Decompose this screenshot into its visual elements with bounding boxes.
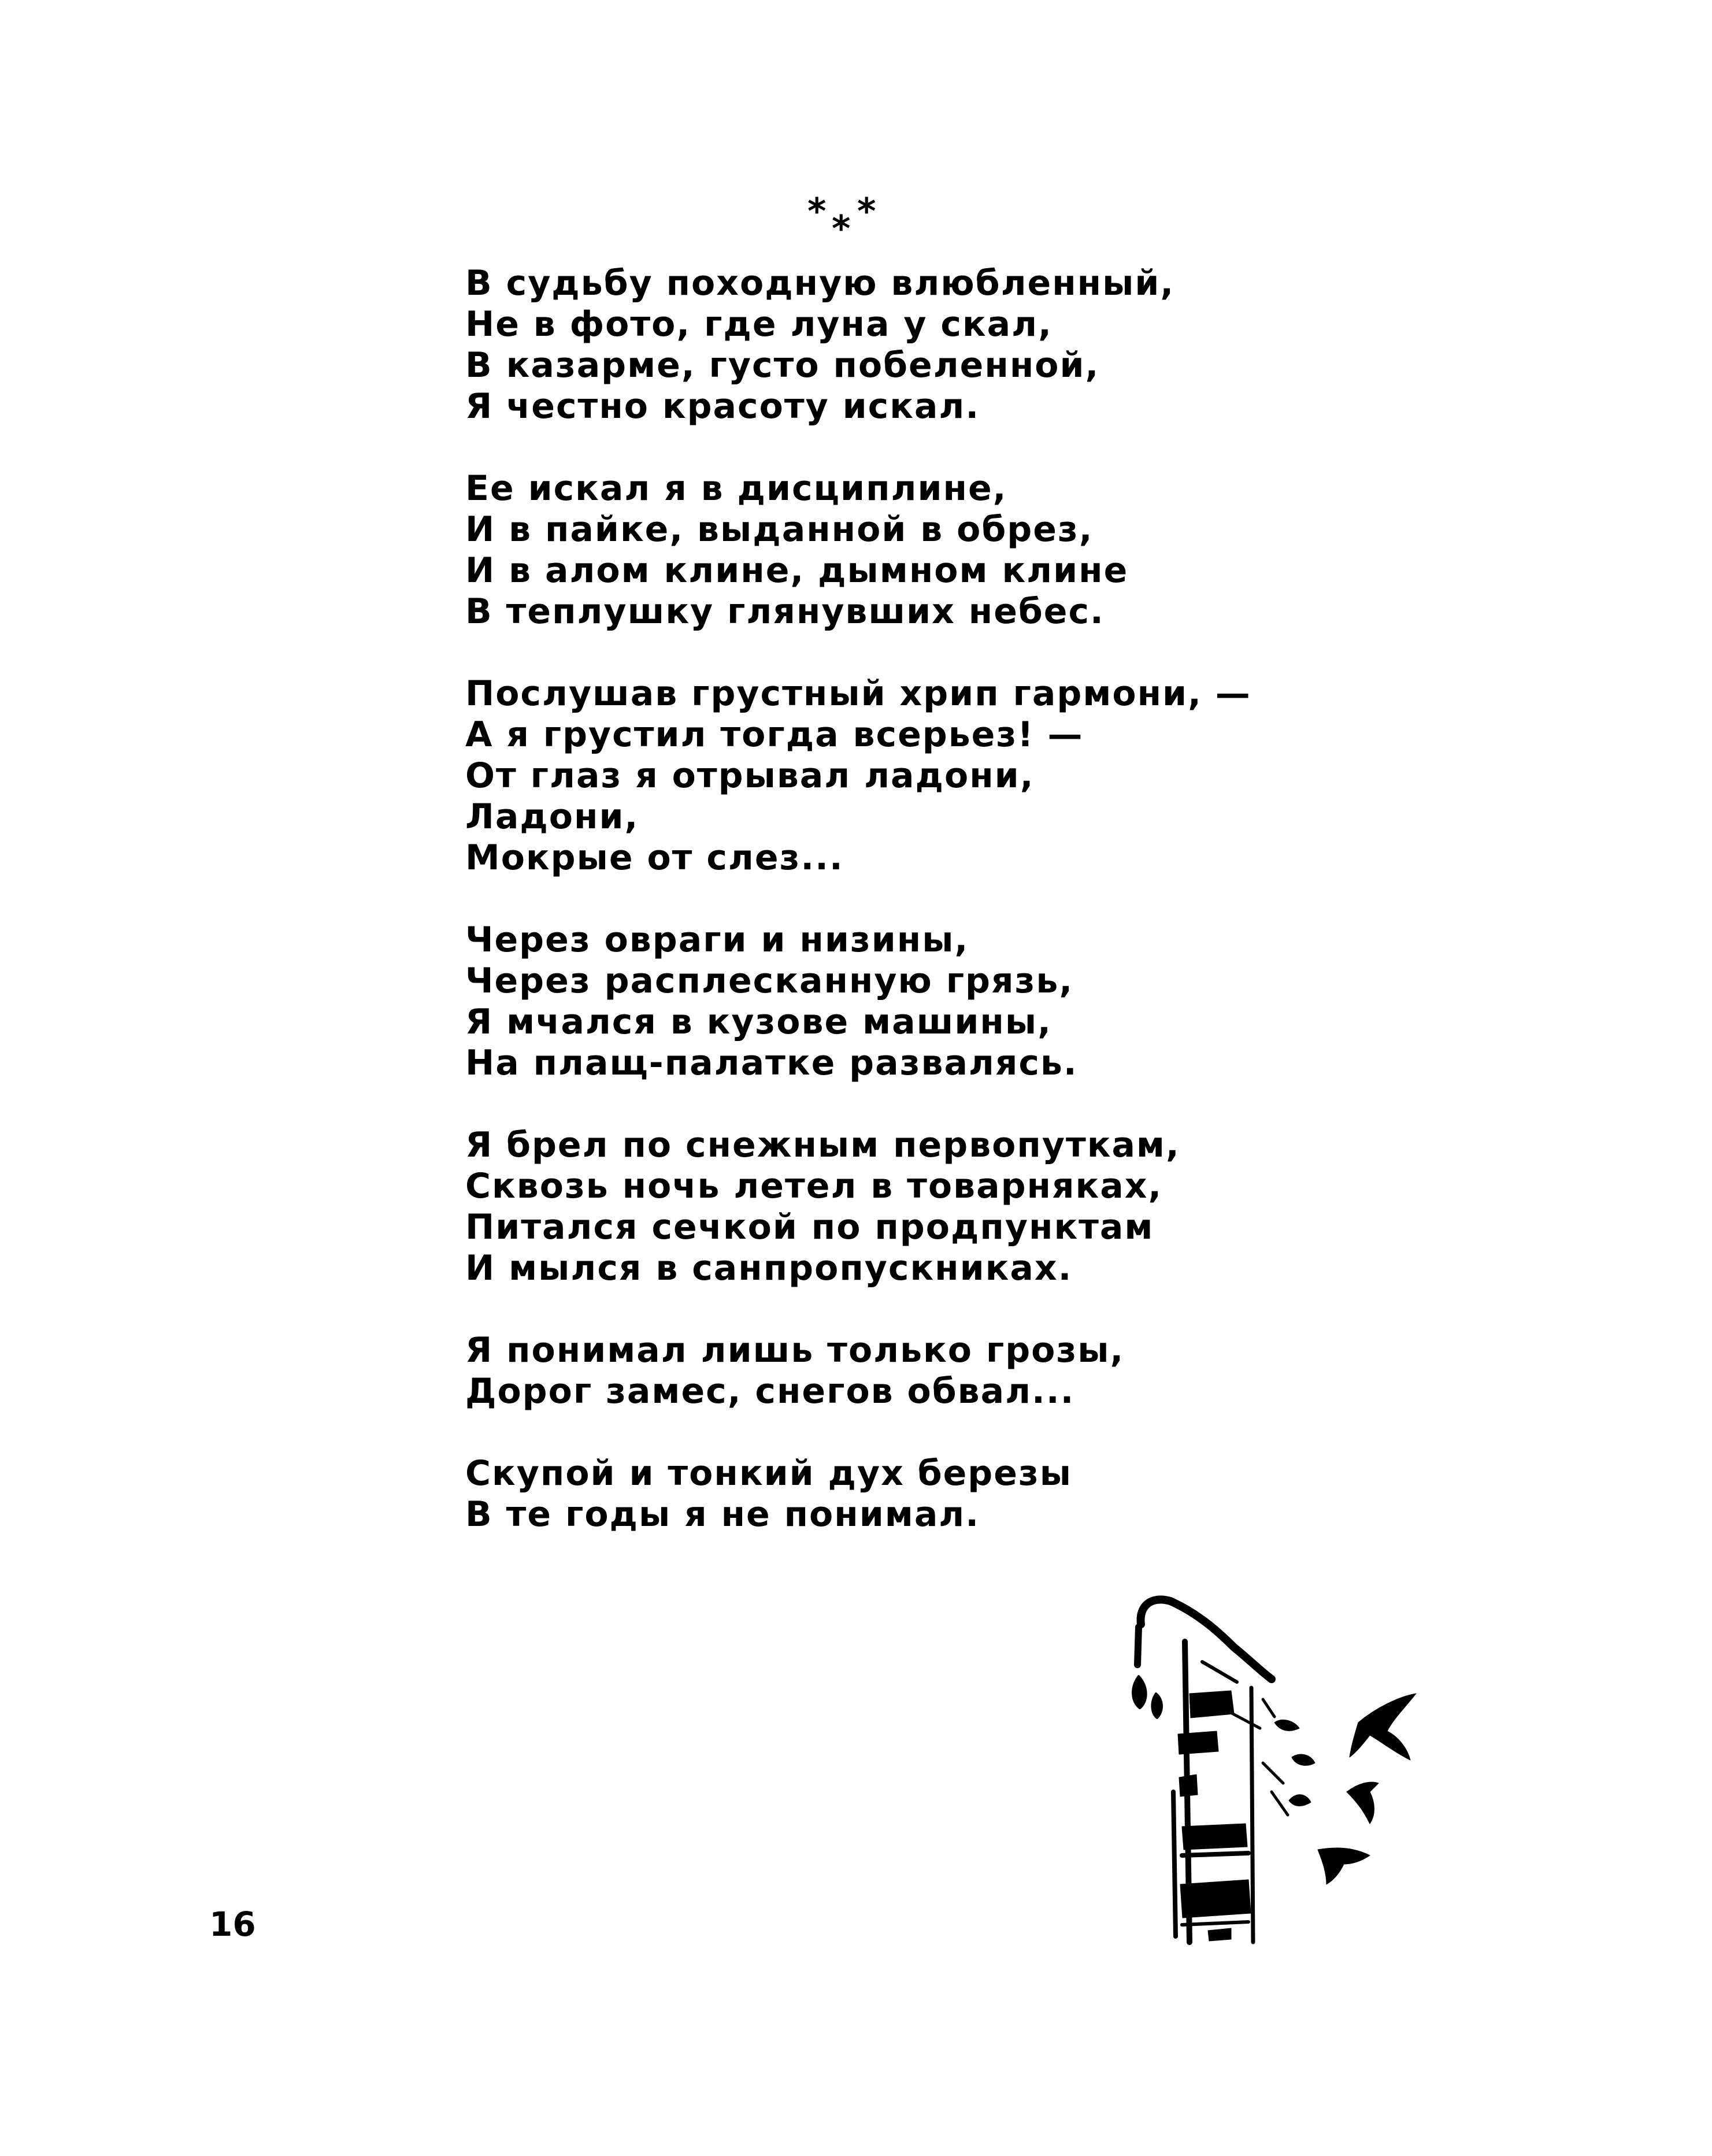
asterism-star-right: * <box>857 190 876 232</box>
poem-line: Я понимал лишь только грозы, <box>465 1330 1125 1370</box>
poem-line: Дорог замес, снегов обвал... <box>465 1371 1075 1412</box>
stanza-3 <box>465 673 1563 879</box>
poem-line: Питался сечкой по продпунктам <box>465 1207 1154 1247</box>
poem-line: Ладони, <box>465 797 639 837</box>
poem-line: Я честно красоту искал. <box>465 386 980 427</box>
poem-line: От глаз я отрывал ладони, <box>465 755 1035 796</box>
poem-line: В казарме, густо побеленной, <box>465 345 1100 386</box>
poem-line: Скупой и тонкий дух березы <box>465 1453 1073 1494</box>
asterism-star-left: * <box>807 190 827 232</box>
poem-line: Я брел по снежным первопуткам, <box>465 1125 1180 1165</box>
poem <box>465 263 1563 1576</box>
stanza-7 <box>465 1453 1563 1535</box>
poem-line: В теплушку глянувших небес. <box>465 591 1105 632</box>
stanza-5 <box>465 1125 1563 1289</box>
asterism <box>806 190 922 257</box>
stanza-6 <box>465 1330 1563 1412</box>
stanza-2 <box>465 468 1563 632</box>
poem-line: Через овраги и низины, <box>465 920 969 960</box>
poem-line: И в алом клине, дымном клине <box>465 550 1129 591</box>
page-number: 16 <box>209 1905 256 1944</box>
birch-and-birds-sketch-icon <box>1116 1584 1509 1959</box>
stanza-4 <box>465 920 1563 1084</box>
poem-line: В судьбу походную влюбленный, <box>465 263 1175 303</box>
poem-line: Послушав грустный хрип гармони, — <box>465 673 1251 714</box>
poem-line: Не в фото, где луна у скал, <box>465 304 1053 344</box>
poem-line: И мылся в санпропускниках. <box>465 1248 1073 1288</box>
poem-line: На плащ-палатке развалясь. <box>465 1043 1078 1083</box>
stanza-1 <box>465 263 1563 427</box>
poem-line: Через расплесканную грязь, <box>465 961 1074 1001</box>
poem-line: Ее искал я в дисциплине, <box>465 468 1007 509</box>
poem-line: А я грустил тогда всерьез! — <box>465 714 1084 755</box>
poem-line: Я мчался в кузове машины, <box>465 1002 1052 1042</box>
poem-line: В те годы я не понимал. <box>465 1494 980 1535</box>
poem-line: Мокрые от слез... <box>465 838 844 878</box>
poem-line: И в пайке, выданной в обрез, <box>465 509 1094 550</box>
poem-line: Сквозь ночь летел в товарняках, <box>465 1166 1163 1206</box>
asterism-star-center: * <box>832 208 851 250</box>
